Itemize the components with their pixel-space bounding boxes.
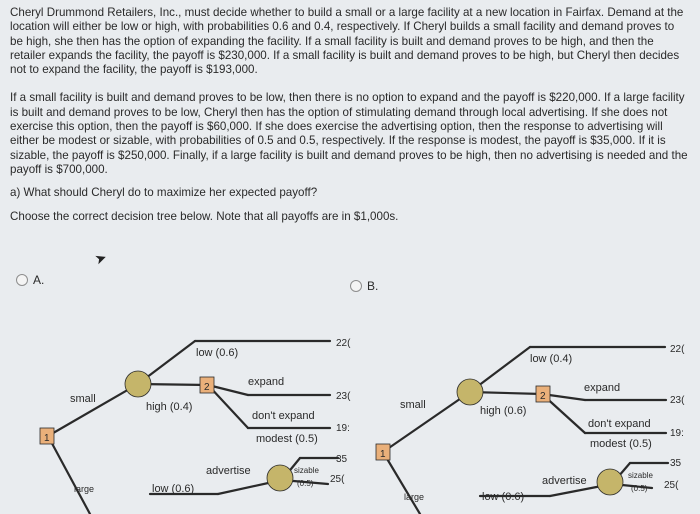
decision-tree-b	[376, 344, 685, 514]
payoff-small-low: 22(	[670, 344, 685, 355]
decision-tree-a	[40, 338, 351, 514]
payoff-modest: 35	[670, 458, 682, 469]
branch-dont-expand-label: don't expand	[252, 410, 315, 422]
root-node-label: 1	[380, 449, 386, 460]
branch-dont-expand-label: don't expand	[588, 418, 651, 430]
branch-small-high-label: high (0.4)	[146, 401, 193, 413]
mouse-cursor-icon: ➤	[92, 248, 109, 268]
branch-modest-label: modest (0.5)	[590, 438, 652, 450]
branch-sizable-label: sizable	[628, 471, 653, 480]
branch-small-low-label: low (0.6)	[196, 347, 239, 359]
branch-advertise-label: advertise	[206, 465, 251, 477]
branch-large-low-label: low (0.6)	[482, 491, 525, 503]
payoff-dont-expand: 19:	[670, 428, 684, 439]
problem-paragraph-2: If a small facility is built and demand proves to be low, then there is no option to expand and the payoff is $220,000. If a large facility is built and demand proves to be low, Cheryl then has the option of stimulating demand through local advertising. If she does not exercise this option, then the payoff is $60,000. If she does exercise the advertising option, then the response to advertising will either be modest or sizable, with probabilities of 0.5 and 0.5, respectively. If the response is modest, the payoff is $35,000. If it is sizable, the payoff is $250,000. Finally, if a large facility is built and demand proves to be high, then no advertising is needed and the payoff is $700,000.	[10, 91, 688, 176]
choice-b-label: B.	[367, 279, 379, 293]
chance-node-advertise-icon	[267, 465, 293, 491]
choice-a-label: A.	[33, 273, 45, 287]
payoff-sizable: 25(	[664, 480, 679, 491]
branch-small-high-label: high (0.6)	[480, 405, 527, 417]
branch-small-label: small	[70, 393, 96, 405]
payoff-sizable: 25(	[330, 474, 345, 485]
payoff-expand: 23(	[336, 391, 351, 402]
branch-large-label: large	[74, 484, 95, 494]
chance-node-small-icon	[125, 371, 151, 397]
choose-instruction: Choose the correct decision tree below. Note that all payoffs are in $1,000s.	[10, 209, 399, 223]
branch-small-label: small	[400, 399, 426, 411]
branch-sizable-prob: (0.5)	[297, 479, 314, 488]
branch-expand-label: expand	[248, 376, 285, 388]
branch-advertise-label: advertise	[542, 475, 587, 487]
payoff-small-low: 22(	[336, 338, 351, 349]
chance-node-small-icon	[457, 379, 483, 405]
branch-modest-label: modest (0.5)	[256, 433, 318, 445]
node-2-label: 2	[540, 391, 546, 402]
problem-paragraph-1: Cheryl Drummond Retailers, Inc., must decide whether to build a small or a large facility at a new location in Fairfax. Demand at the location will either be low or high, with probabilities 0.6 and 0.4, respectively. If Cheryl builds a small facility and demand proves to be high, she then has the option of expanding the facility. If a small facility is built and demand proves to be high, and then the retailer expands the facility, the payoff is $230,000. If a small facility is built and demand proves to be high, but Cheryl then decides not to expand the facility, the payoff is $193,000.	[10, 6, 684, 77]
chance-node-advertise-icon	[597, 469, 623, 495]
branch-small-low-label: low (0.4)	[530, 353, 573, 365]
node-2-label: 2	[204, 382, 210, 393]
root-node-label: 1	[44, 433, 50, 444]
branch-sizable-prob: (0.5)	[631, 484, 648, 493]
question-a: a) What should Cheryl do to maximize her expected payoff?	[10, 186, 318, 200]
branch-sizable-label: sizable	[294, 466, 319, 475]
payoff-dont-expand: 19:	[336, 423, 350, 434]
payoff-modest: 35	[336, 454, 348, 465]
branch-large-label: large	[404, 492, 425, 502]
branch-expand-label: expand	[584, 382, 621, 394]
payoff-expand: 23(	[670, 395, 685, 406]
branch-large-low-label: low (0.6)	[152, 483, 195, 495]
